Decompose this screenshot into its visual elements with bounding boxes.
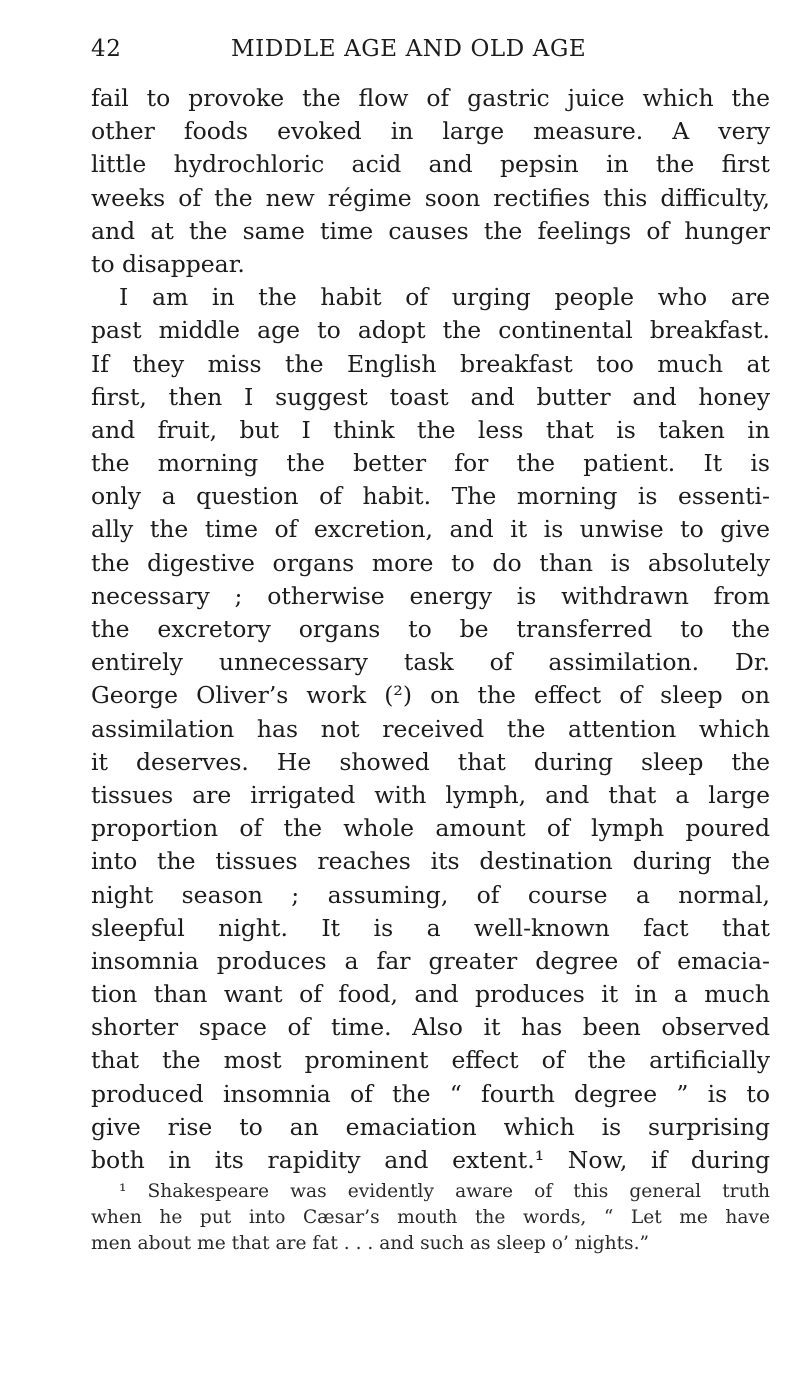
text-line: tissues are irrigated with lymph, and that a large: [91, 780, 770, 809]
text-line: assimilation has not received the attention which: [91, 714, 770, 743]
book-page: [91, 36, 770, 1257]
footnotes: [91, 1179, 770, 1256]
text-line: proportion of the whole amount of lymph poured: [91, 814, 770, 843]
text-line: sleepful night. It is a well-known fact that: [91, 913, 770, 942]
text-line: that the most prominent effect of the artificially: [91, 1046, 770, 1075]
text-line: tion than want of food, and produces it in a much: [91, 980, 770, 1009]
text-line: the digestive organs more to do than is absolutely: [91, 548, 770, 577]
text-line: and fruit, but I think the less that is taken in: [91, 415, 770, 444]
page-number: 42: [91, 36, 122, 62]
text-line: weeks of the new régime soon rectifies this difficulty,: [91, 183, 770, 212]
text-line: necessary ; otherwise energy is withdrawn from: [91, 581, 770, 610]
text-line: first, then I suggest toast and butter and honey: [91, 382, 770, 411]
footnote-line: men about me that are fat . . . and such as sleep o’ nights.”: [91, 1232, 650, 1254]
text-line: little hydrochloric acid and pepsin in the first: [91, 150, 770, 179]
text-line: it deserves. He showed that during sleep the: [91, 747, 770, 776]
text-line: to disappear.: [91, 249, 245, 278]
text-line: night season ; assuming, of course a normal,: [91, 880, 770, 909]
footnote-line: when he put into Cæsar’s mouth the words, “ Let me have: [91, 1206, 770, 1228]
text-line: If they miss the English breakfast too much at: [91, 349, 770, 378]
text-line: both in its rapidity and extent.¹ Now, if during: [91, 1146, 770, 1174]
text-line: into the tissues reaches its destination during the: [91, 847, 770, 876]
text-line: produced insomnia of the “ fourth degree ” is to: [91, 1079, 770, 1108]
text-line: entirely unnecessary task of assimilation. Dr.: [91, 648, 770, 677]
text-line: other foods evoked in large measure. A very: [91, 117, 770, 146]
text-line: and at the same time causes the feelings of hunger: [91, 216, 770, 245]
text-line: only a question of habit. The morning is essenti-: [91, 482, 770, 511]
running-title: MIDDLE AGE AND OLD AGE: [231, 36, 587, 62]
text-line: I am in the habit of urging people who are: [119, 283, 770, 312]
running-head: [91, 36, 770, 76]
text-line: the morning the better for the patient. It is: [91, 449, 770, 478]
footnote-line: ¹ Shakespeare was evidently aware of this general truth: [119, 1181, 770, 1203]
text-line: insomnia produces a far greater degree of emacia-: [91, 946, 770, 975]
text-line: fail to provoke the flow of gastric juice which the: [91, 84, 770, 112]
text-line: past middle age to adopt the continental breakfast.: [91, 316, 770, 345]
body-text: [91, 82, 770, 1177]
text-line: shorter space of time. Also it has been observed: [91, 1013, 770, 1042]
text-line: give rise to an emaciation which is surprising: [91, 1112, 770, 1141]
text-line: the excretory organs to be transferred to the: [91, 615, 770, 643]
text-line: George Oliver’s work (²) on the effect of sleep on: [91, 681, 770, 710]
text-line: ally the time of excretion, and it is unwise to give: [91, 515, 770, 544]
